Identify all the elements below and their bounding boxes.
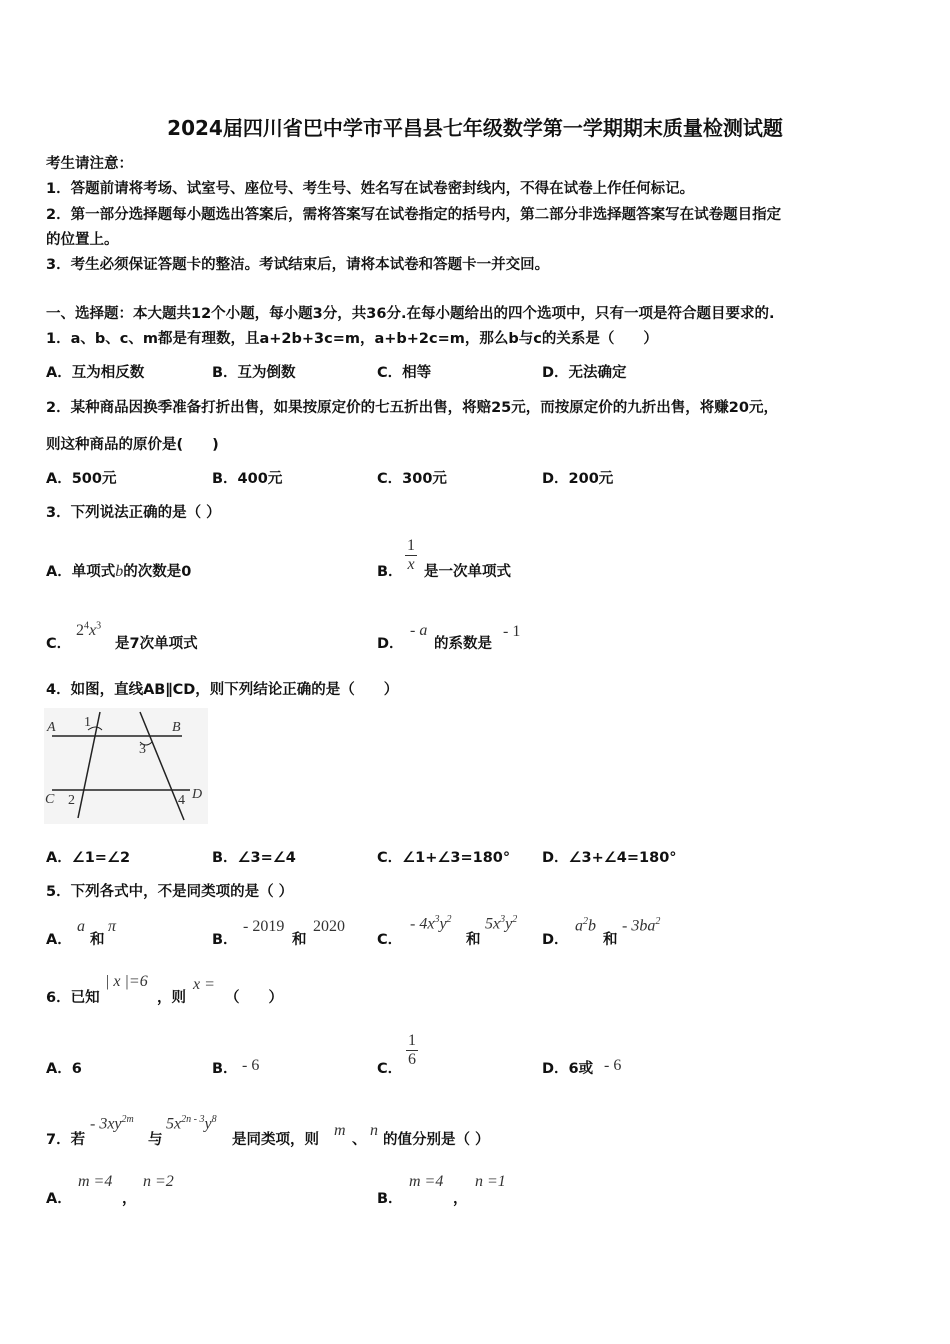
q5-c-term1-coef: - 4x xyxy=(410,915,435,933)
notice-item-2-cont: 的位置上。 xyxy=(46,232,119,248)
q6-stem-suffix: （ ） xyxy=(225,990,283,1006)
q7-option-b-label: B． xyxy=(377,1191,403,1207)
q5-c-term2-coef: 5x xyxy=(485,915,501,933)
q5-d-term1-exp: 2 xyxy=(583,916,588,927)
q3-c-var: x xyxy=(89,622,97,639)
label-c: C xyxy=(45,792,55,807)
q1-option-c: C．相等 xyxy=(377,365,432,381)
q4-option-a: A．∠1=∠2 xyxy=(46,850,131,866)
q3-c-exp2: 3 xyxy=(96,620,102,632)
q7-term2-exp: 2n - 3 xyxy=(181,1114,205,1125)
q7-option-b-n: n =1 xyxy=(475,1173,506,1190)
label-angle-4: 4 xyxy=(178,793,185,808)
q6-option-a: A．6 xyxy=(46,1061,82,1077)
label-angle-1: 1 xyxy=(84,715,91,730)
label-a: A xyxy=(47,720,56,735)
q5-b-and: 和 xyxy=(292,932,307,948)
q3-option-a xyxy=(46,560,191,581)
q3-option-b-fraction xyxy=(405,537,417,574)
q5-b-term1: - 2019 xyxy=(243,918,285,935)
q5-d-term1-b: b xyxy=(588,917,596,935)
q5-c-term1-exp: 3 xyxy=(434,914,440,925)
q5-c-and: 和 xyxy=(466,932,481,948)
q7-option-a-comma: ， xyxy=(122,1191,137,1207)
q5-stem: 5．下列各式中，不是同类项的是（ ） xyxy=(46,884,294,900)
q7-var-n: n xyxy=(370,1122,378,1139)
q2-option-b: B．400元 xyxy=(212,471,283,487)
q5-b-term2: 2020 xyxy=(313,918,345,935)
notice-heading: 考生请注意： xyxy=(46,156,133,172)
q4-option-d: D．∠3+∠4=180° xyxy=(542,850,677,866)
q6-option-c-label: C． xyxy=(377,1061,403,1077)
q3-c-base: 2 xyxy=(76,622,84,639)
q4-option-b: B．∠3=∠4 xyxy=(212,850,296,866)
notice-item-2: 2．第一部分选择题每小题选出答案后，需将答案写在试卷指定的括号内，第二部分非选择题答案写在试卷题目指定 xyxy=(46,207,782,223)
q5-option-b-label: B． xyxy=(212,932,238,948)
q3-option-c-text: 是7次单项式 xyxy=(115,636,198,652)
q3-stem: 3．下列说法正确的是（ ） xyxy=(46,505,221,521)
q7-term1-exp: 2m xyxy=(121,1114,134,1125)
q3-option-d-expr: - a xyxy=(410,622,428,639)
q3-b-numerator: 1 xyxy=(407,537,415,554)
q3-option-d-value: - 1 xyxy=(503,623,521,640)
q5-c-term2-yexp: 2 xyxy=(512,914,518,925)
q2-option-a: A．500元 xyxy=(46,471,117,487)
q3-option-d-text: 的系数是 xyxy=(434,636,492,652)
q2-stem-cont: 则这种商品的原价是( ) xyxy=(46,437,219,453)
q5-a-term1: a xyxy=(77,918,85,935)
q5-c-term2-exp: 3 xyxy=(500,914,506,925)
q5-d-term1 xyxy=(575,916,596,935)
q7-sep: 、 xyxy=(352,1132,367,1148)
q5-d-term2 xyxy=(622,916,660,935)
q3-a-prefix: A．单项式 xyxy=(46,564,116,580)
q5-d-and: 和 xyxy=(603,932,618,948)
q1-option-a: A．互为相反数 xyxy=(46,365,145,381)
q6-c-numerator: 1 xyxy=(408,1032,416,1049)
label-b: B xyxy=(172,720,181,735)
section-heading: 一、选择题：本大题共12个小题，每小题3分，共36分.在每小题给出的四个选项中，只有一项是符合题目要求的. xyxy=(46,306,775,322)
q6-x-expr: x = xyxy=(193,976,215,993)
q5-a-and: 和 xyxy=(90,932,105,948)
q7-term1-base: - 3xy xyxy=(90,1115,122,1133)
q1-option-d: D．无法确定 xyxy=(542,365,627,381)
label-d: D xyxy=(192,787,203,802)
notice-item-1: 1．答题前请将考场、试室号、座位号、考生号、姓名写在试卷密封线内，不得在试卷上作任何标记。 xyxy=(46,181,695,197)
label-angle-3: 3 xyxy=(139,742,146,757)
q5-d-term2-exp: 2 xyxy=(655,916,661,927)
q7-term2 xyxy=(166,1114,217,1133)
q5-c-term1-y: y xyxy=(439,915,447,933)
q6-option-c-fraction xyxy=(406,1032,418,1069)
q2-stem: 2．某种商品因换季准备打折出售，如果按原定价的七五折出售，将赔25元，而按原定价的九折出售，将赚20元， xyxy=(46,400,778,416)
q6-c-denominator: 6 xyxy=(408,1051,416,1068)
q7-term2-y: y xyxy=(204,1115,212,1133)
q5-c-term2-y: y xyxy=(505,915,513,933)
q5-a-term2: π xyxy=(108,918,117,935)
q5-c-term1 xyxy=(410,914,452,933)
q6-option-d-label: D．6或 xyxy=(542,1061,594,1077)
q7-with: 与 xyxy=(148,1132,163,1148)
q5-option-c-label: C． xyxy=(377,932,403,948)
q5-d-term2-coef: - 3ba xyxy=(622,917,656,935)
q3-b-denominator: x xyxy=(407,556,415,573)
q7-option-a-m: m =4 xyxy=(78,1173,113,1190)
q5-option-d-label: D． xyxy=(542,932,569,948)
q7-var-m: m xyxy=(334,1122,346,1139)
q5-d-term1-a: a xyxy=(575,917,583,935)
q1-stem: 1．a、b、c、m都是有理数，且a+2b+3c=m，a+b+2c=m，那么b与c的关系是（ ） xyxy=(46,331,658,347)
q7-stem-suffix: 的值分别是（ ） xyxy=(383,1132,490,1148)
q4-stem: 4．如图，直线AB∥CD，则下列结论正确的是（ ） xyxy=(46,682,399,698)
q7-stem-prefix: 7．若 xyxy=(46,1132,86,1148)
q3-a-suffix: 的次数是0 xyxy=(123,564,192,580)
q3-option-c-expr xyxy=(76,620,101,640)
q3-option-b-label: B． xyxy=(377,564,403,580)
q1-option-b: B．互为倒数 xyxy=(212,365,296,381)
q7-stem-mid: 是同类项，则 xyxy=(232,1132,319,1148)
q3-c-exp1: 4 xyxy=(84,620,89,632)
q3-option-b-text: 是一次单项式 xyxy=(424,564,511,580)
q5-c-term1-yexp: 2 xyxy=(446,914,452,925)
q6-abs-expr: | x |=6 xyxy=(105,973,148,990)
q5-option-a-label: A． xyxy=(46,932,72,948)
parallel-lines-figure xyxy=(44,708,208,824)
q4-option-c: C．∠1+∠3=180° xyxy=(377,850,511,866)
q6-option-b-value: - 6 xyxy=(242,1057,260,1074)
q5-c-term2 xyxy=(485,914,517,933)
q7-option-a-label: A． xyxy=(46,1191,72,1207)
notice-item-3: 3．考生必须保证答题卡的整洁。考试结束后，请将本试卷和答题卡一并交回。 xyxy=(46,257,550,273)
q6-option-b-label: B． xyxy=(212,1061,238,1077)
q6-option-d-value: - 6 xyxy=(604,1057,622,1074)
q3-a-var: b xyxy=(115,563,124,580)
q7-option-b-m: m =4 xyxy=(409,1173,444,1190)
q3-option-c-label: C． xyxy=(46,636,72,652)
q7-term2-yexp: 8 xyxy=(211,1114,217,1125)
q6-stem-mid: ，则 xyxy=(157,990,186,1006)
q6-stem-prefix: 6．已知 xyxy=(46,990,100,1006)
q3-option-d-label: D． xyxy=(377,636,404,652)
label-angle-2: 2 xyxy=(68,793,75,808)
page-title: 2024届四川省巴中学市平昌县七年级数学第一学期期末质量检测试题 xyxy=(167,116,783,140)
q2-option-d: D．200元 xyxy=(542,471,614,487)
q7-term2-base: 5x xyxy=(166,1115,182,1133)
q7-option-a-n: n =2 xyxy=(143,1173,174,1190)
q2-option-c: C．300元 xyxy=(377,471,447,487)
q7-term1 xyxy=(90,1114,134,1133)
q7-option-b-comma: ， xyxy=(453,1191,468,1207)
